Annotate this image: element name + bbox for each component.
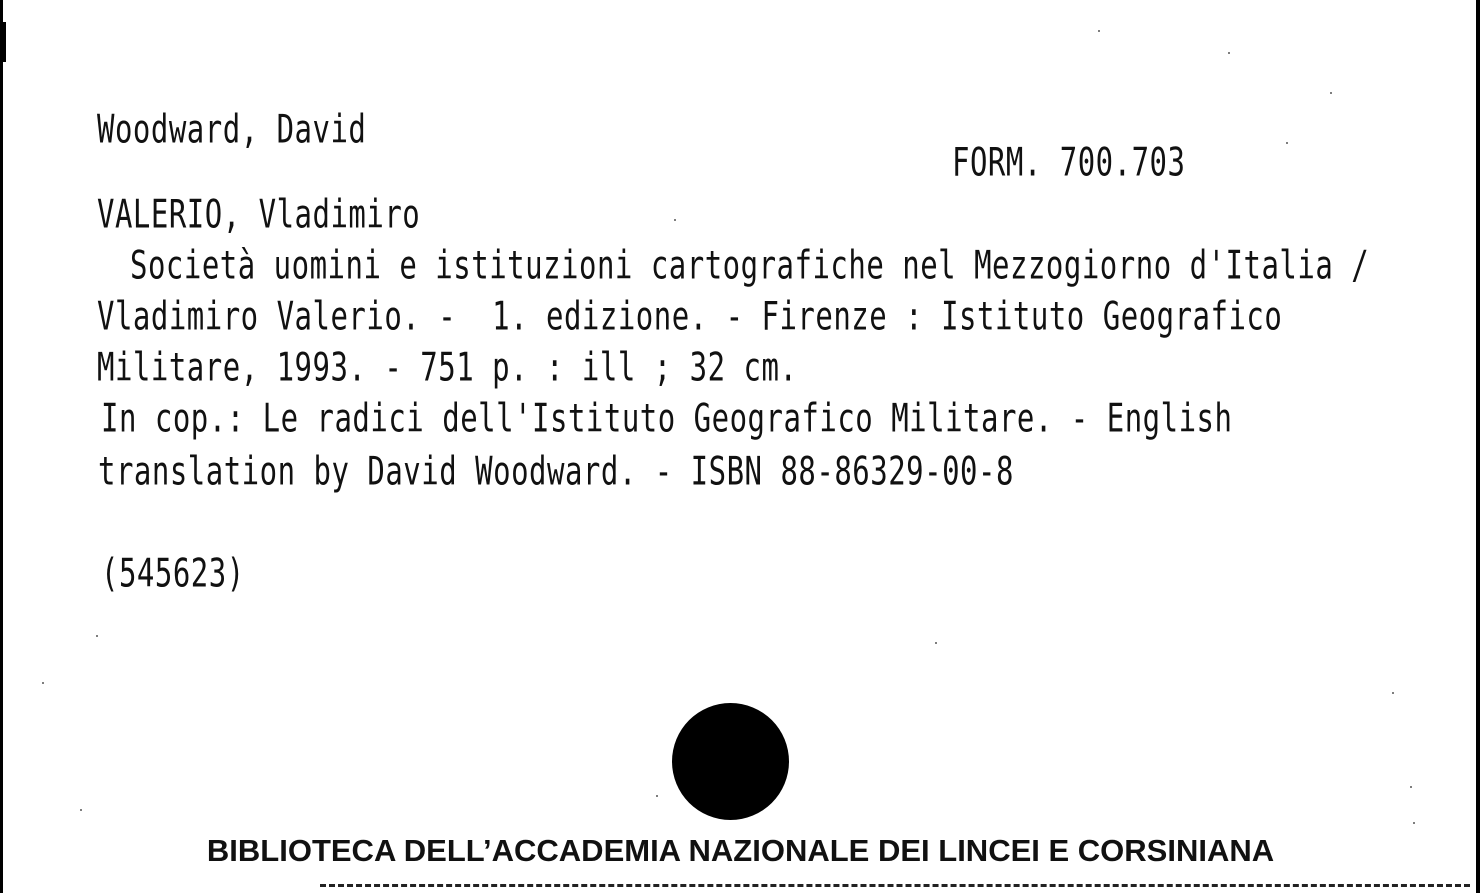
note-line: translation by David Woodward. - ISBN 88-86329-00-8 <box>98 447 1014 494</box>
library-name: BIBLIOTECA DELL’ACCADEMIA NAZIONALE DEI LINCEI E CORSINIANA <box>206 833 1275 868</box>
scan-speck <box>674 219 676 221</box>
footer-rule <box>320 884 1470 887</box>
record-id: (545623) <box>101 549 245 596</box>
description-line: Vladimiro Valerio. - 1. edizione. - Firenze : Istituto Geografico <box>97 292 1283 339</box>
scan-speck <box>1286 142 1288 144</box>
scan-speck <box>1410 786 1412 788</box>
description-line: Militare, 1993. - 751 p. : ill ; 32 cm. <box>97 343 798 390</box>
scan-speck <box>1228 52 1230 54</box>
scan-speck <box>42 682 44 684</box>
card-right-edge <box>1476 0 1480 893</box>
scan-speck <box>1098 30 1100 32</box>
scan-speck <box>1330 92 1332 94</box>
scan-speck <box>1392 692 1394 694</box>
scan-speck <box>935 642 937 644</box>
author-heading: Woodward, David <box>97 105 367 152</box>
shelfmark: FORM. 700.703 <box>952 138 1186 185</box>
main-entry: VALERIO, Vladimiro <box>97 190 421 237</box>
card-edge-mark <box>0 22 6 62</box>
scan-speck <box>656 795 658 797</box>
description-line: Società uomini e istituzioni cartografiche nel Mezzogiorno d'Italia / <box>130 241 1370 288</box>
scan-speck <box>96 635 98 637</box>
scan-speck <box>1413 822 1415 824</box>
scan-speck <box>80 809 82 811</box>
punched-hole <box>672 703 789 820</box>
note-line: In cop.: Le radici dell'Istituto Geografico Militare. - English <box>101 394 1233 441</box>
card-left-edge <box>0 0 3 893</box>
